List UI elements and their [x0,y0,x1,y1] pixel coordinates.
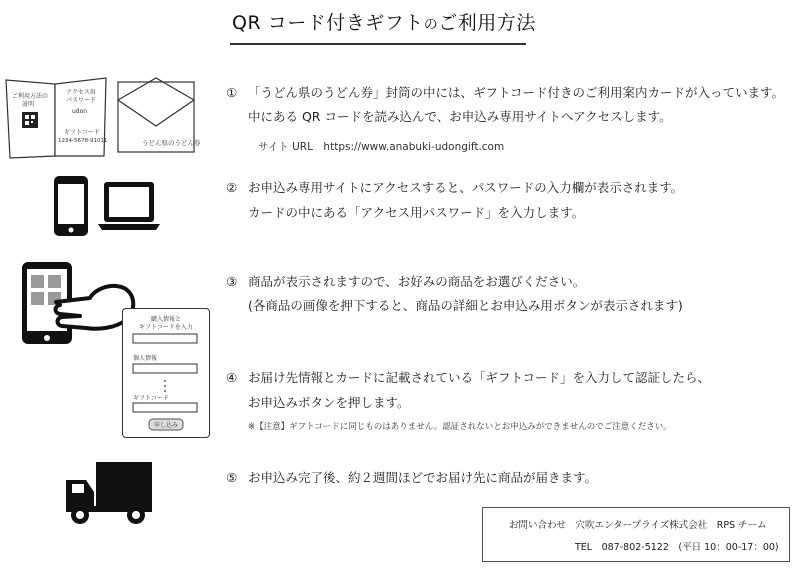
input-form-illustration [122,308,210,438]
contact-company: お問い合わせ 穴吹エンタープライズ株式会社 RPS チーム [509,520,767,531]
card-left-title2: 説明 [22,101,35,108]
card-left-title1: ご利用方法の [12,93,49,100]
form-label-personal: 個人情報 [133,355,158,362]
card-pw-value: udon [72,108,88,115]
step-3-number: ③ [226,274,238,289]
step-1-line1: ① 「うどん県のうどん券」封筒の中には、ギフトコード付きのご利用案内カードが入っています。 [226,83,784,103]
delivery-truck-icon [64,458,156,528]
card-code-value: 1234-5678-91011 [58,138,108,144]
card-code-label: ギフトコード [64,129,100,136]
title-main: QR コード付きギフト [232,12,424,34]
step-5-line1: ⑤ お申込み完了後、約２週間ほどでお届け先に商品が届きます。 [226,468,597,488]
step-1-number: ① [226,85,238,100]
step-2-number: ② [226,180,238,195]
card-envelope-illustration [0,70,200,165]
smartphone-icon [54,176,88,236]
form-label-giftcode-input: ギフトコードを入力 [139,324,193,331]
step-4-line1: ④ お届け先情報とカードに記載されている「ギフトコード」を入力して認証したら、 [226,368,710,388]
step-4-number: ④ [226,370,238,385]
title-underline [230,43,526,45]
step-5-number: ⑤ [226,470,238,485]
form-submit-label: 申し込み [154,422,179,429]
form-label-giftcode: ギフトコード [133,395,169,402]
card-pw-label2: パスワード [66,97,97,104]
step-4-note: ※【注意】ギフトコードに同じものはありません。認証されないとお申込みができませんのでご注意ください。 [248,422,672,432]
envelope-label: うどん県のうどん券 [142,139,200,147]
devices-illustration [50,172,170,240]
contact-phone: TEL 087-802-5122 (平日 10：00-17：00) [575,542,779,553]
step-3-line1: ③ 商品が表示されますので、お好みの商品をお選びください。 [226,272,585,292]
laptop-icon [98,182,160,230]
step-1-line2: 中にある QR コードを読み込んで、お申込み専用サイトへアクセスします。 [248,109,672,124]
site-url-link[interactable]: サイト URL https://www.anabuki-udongift.com [258,141,505,153]
card-pw-label1: アクセス用 [66,89,96,96]
step-2-line1: ② お申込み専用サイトにアクセスすると、パスワードの入力欄が表示されます。 [226,178,683,198]
form-label-purchase: 購入情報と [151,316,182,323]
form-drawing [123,309,209,437]
step-3-line2: (各商品の画像を押下すると、商品の詳細とお申込み用ボタンが表示されます) [248,298,683,313]
step-4-line2: お申込みボタンを押します。 [248,395,410,410]
title-suffix: の [423,17,439,33]
step-2-line2: カードの中にある「アクセス用パスワード」を入力します。 [248,205,585,220]
contact-box [482,507,790,562]
title-tail: ご利用方法 [438,12,536,34]
page-title [232,8,536,35]
